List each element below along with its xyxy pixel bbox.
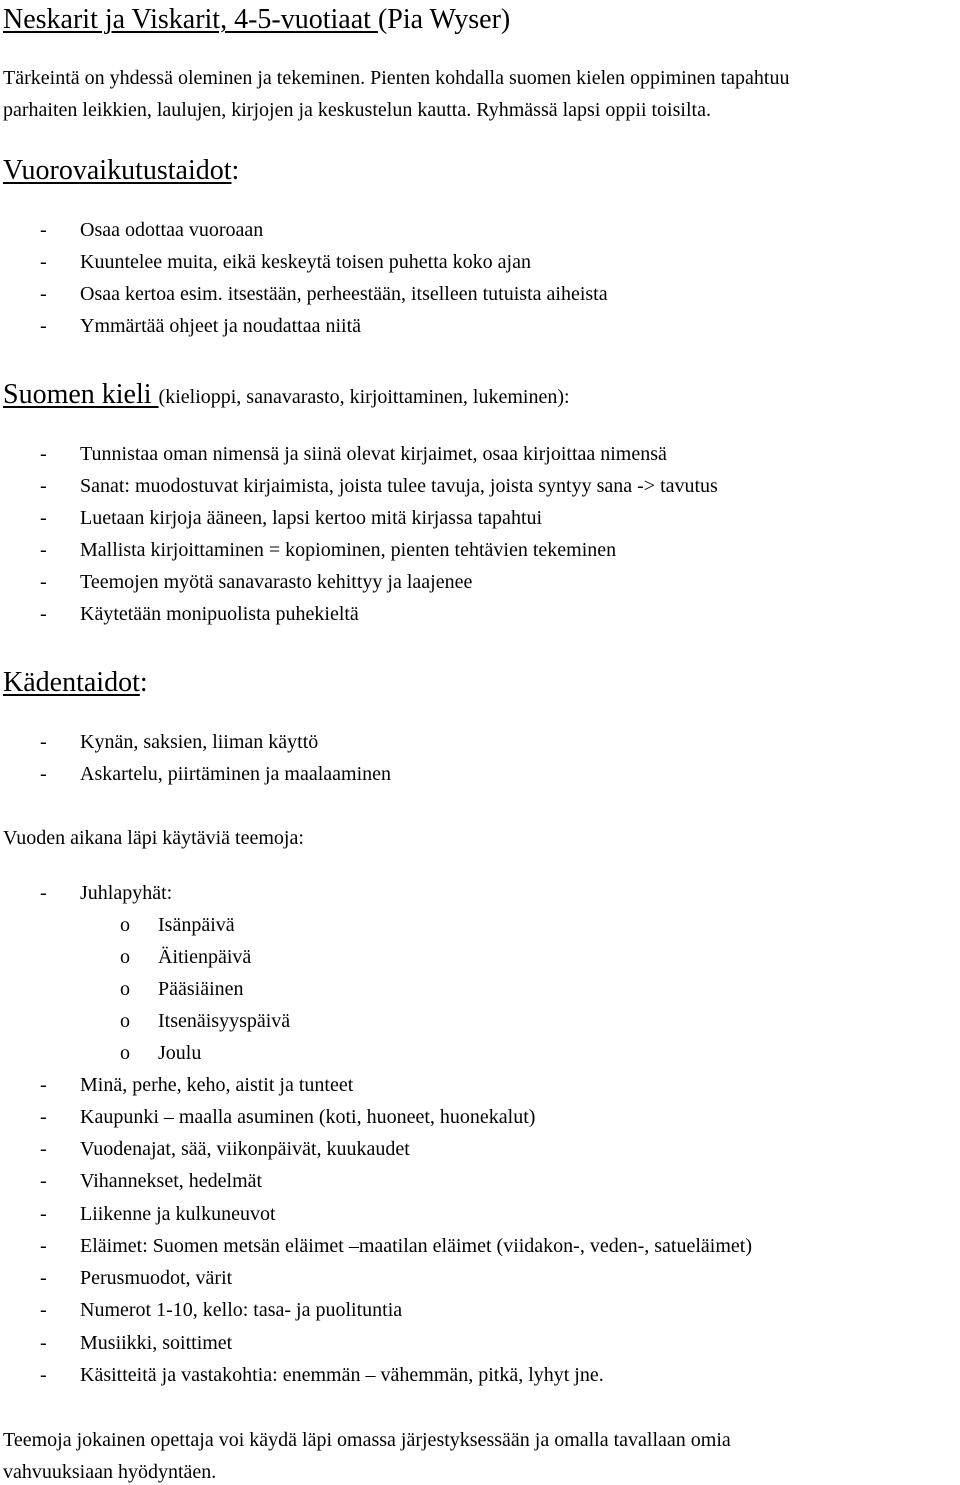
dash-bullet: - [40,763,47,785]
list-item [40,282,608,306]
circle-bullet: o [120,946,130,968]
dash-bullet: - [40,1267,47,1289]
list-item [40,506,542,530]
dash-bullet: - [40,507,47,529]
circle-bullet: o [120,978,130,1000]
list-item-text: Käytetään monipuolista puhekieltä [80,603,359,625]
dash-bullet: - [40,1138,47,1160]
list-item-text: Vihannekset, hedelmät [80,1170,263,1192]
list-item-text: Askartelu, piirtäminen ja maalaaminen [80,763,391,785]
dash-bullet: - [40,1299,47,1321]
dash-bullet: - [40,251,47,273]
dash-bullet: - [40,1332,47,1354]
sub-list-item-text: Äitienpäivä [158,946,252,968]
list-item [40,250,531,274]
interaction-heading-colon: : [231,155,240,186]
page-title [3,3,510,37]
list-item-text: Käsitteitä ja vastakohtia: enemmän – vähemmän, pitkä, lyhyt jne. [80,1364,604,1386]
circle-bullet: o [120,1010,130,1032]
sub-list-item [120,1041,201,1065]
list-item [40,314,361,338]
sub-list-item-text: Itsenäisyyspäivä [158,1010,291,1032]
title-main: Neskarit ja Viskarit, 4-5-vuotiaat [3,4,378,35]
list-item-text: Kaupunki – maalla asuminen (koti, huoneet, huonekalut) [80,1106,536,1128]
list-item-text: Minä, perhe, keho, aistit ja tunteet [80,1074,354,1096]
list-item [40,1105,535,1129]
language-heading-text: Suomen kieli [3,379,159,410]
dash-bullet: - [40,539,47,561]
list-item-text: Osaa odottaa vuoroaan [80,219,264,241]
list-item [40,881,172,905]
list-item [40,1073,353,1097]
list-item [40,570,472,594]
list-item-text: Luetaan kirjoja ääneen, lapsi kertoo mitä kirjassa tapahtui [80,507,543,529]
list-item [40,762,391,786]
list-item-text: Eläimet: Suomen metsän eläimet –maatilan eläimet (viidakon-, veden-, satueläimet) [80,1235,752,1257]
crafts-heading-colon: : [139,667,148,698]
sub-list-item-text: Isänpäivä [158,914,235,936]
list-item-text: Mallista kirjoittaminen = kopiominen, pienten tehtävien tekeminen [80,539,617,561]
dash-bullet: - [40,1106,47,1128]
dash-bullet: - [40,443,47,465]
circle-bullet: o [120,914,130,936]
interaction-heading [3,154,239,188]
crafts-heading-text: Kädentaidot [3,667,140,698]
list-item-text: Ymmärtää ohjeet ja noudattaa niitä [80,315,361,337]
sub-list-item [120,945,251,969]
sub-list-item-text: Pääsiäinen [158,978,244,1000]
crafts-heading [3,666,148,700]
intro-line-2: parhaiten leikkien, laulujen, kirjojen ja keskustelun kautta. Ryhmässä lapsi oppii toisilta. [3,99,711,121]
intro-line-1: Tärkeintä on yhdessä oleminen ja tekeminen. Pienten kohdalla suomen kielen oppiminen tapahtuu [3,67,790,89]
list-item [40,1298,402,1322]
list-item-text: Kuuntelee muita, eikä keskeytä toisen puhetta koko ajan [80,251,531,273]
dash-bullet: - [40,315,47,337]
dash-bullet: - [40,219,47,241]
list-item [40,1169,262,1193]
title-author: (Pia Wyser) [377,4,511,35]
sub-list-item [120,977,244,1001]
list-item [40,602,359,626]
dash-bullet: - [40,1364,47,1386]
dash-bullet: - [40,882,47,904]
dash-bullet: - [40,1235,47,1257]
holidays-label: Juhlapyhät: [80,882,173,904]
list-item [40,1234,752,1258]
list-item-text: Tunnistaa oman nimensä ja siinä olevat kirjaimet, osaa kirjoittaa nimensä [80,443,667,465]
list-item [40,218,263,242]
list-item-text: Vuodenajat, sää, viikonpäivät, kuukaudet [80,1138,410,1160]
list-item [40,442,667,466]
list-item [40,538,616,562]
circle-bullet: o [120,1042,130,1064]
list-item [40,474,718,498]
list-item [40,1202,276,1226]
sub-list-item [120,1009,290,1033]
list-item-text: Numerot 1-10, kello: tasa- ja puolituntia [80,1299,403,1321]
dash-bullet: - [40,1170,47,1192]
dash-bullet: - [40,1203,47,1225]
themes-heading: Vuoden aikana läpi käytäviä teemoja: [3,827,304,849]
dash-bullet: - [40,475,47,497]
list-item-text: Musiikki, soittimet [80,1332,233,1354]
list-item-text: Kynän, saksien, liiman käyttö [80,731,319,753]
list-item [40,1266,232,1290]
outro-line-1: Teemoja jokainen opettaja voi käydä läpi omassa järjestyksessään ja omalla tavallaan omia [3,1429,731,1451]
dash-bullet: - [40,571,47,593]
dash-bullet: - [40,603,47,625]
list-item [40,1363,604,1387]
dash-bullet: - [40,283,47,305]
sub-list-item-text: Joulu [158,1042,202,1064]
list-item-text: Liikenne ja kulkuneuvot [80,1203,276,1225]
outro-line-2: vahvuuksiaan hyödyntäen. [3,1461,217,1483]
list-item [40,1331,232,1355]
list-item [40,1137,410,1161]
dash-bullet: - [40,1074,47,1096]
list-item [40,730,318,754]
list-item-text: Osaa kertoa esim. itsestään, perheestään, itselleen tutuista aiheista [80,283,608,305]
language-heading [3,378,570,414]
list-item-text: Teemojen myötä sanavarasto kehittyy ja laajenee [80,571,473,593]
sub-list-item [120,913,235,937]
interaction-heading-text: Vuorovaikutustaidot [3,155,232,186]
list-item-text: Perusmuodot, värit [80,1267,233,1289]
dash-bullet: - [40,731,47,753]
list-item-text: Sanat: muodostuvat kirjaimista, joista tulee tavuja, joista syntyy sana -> tavutus [80,475,718,497]
language-heading-subtitle: (kielioppi, sanavarasto, kirjoittaminen, lukeminen): [158,386,570,408]
